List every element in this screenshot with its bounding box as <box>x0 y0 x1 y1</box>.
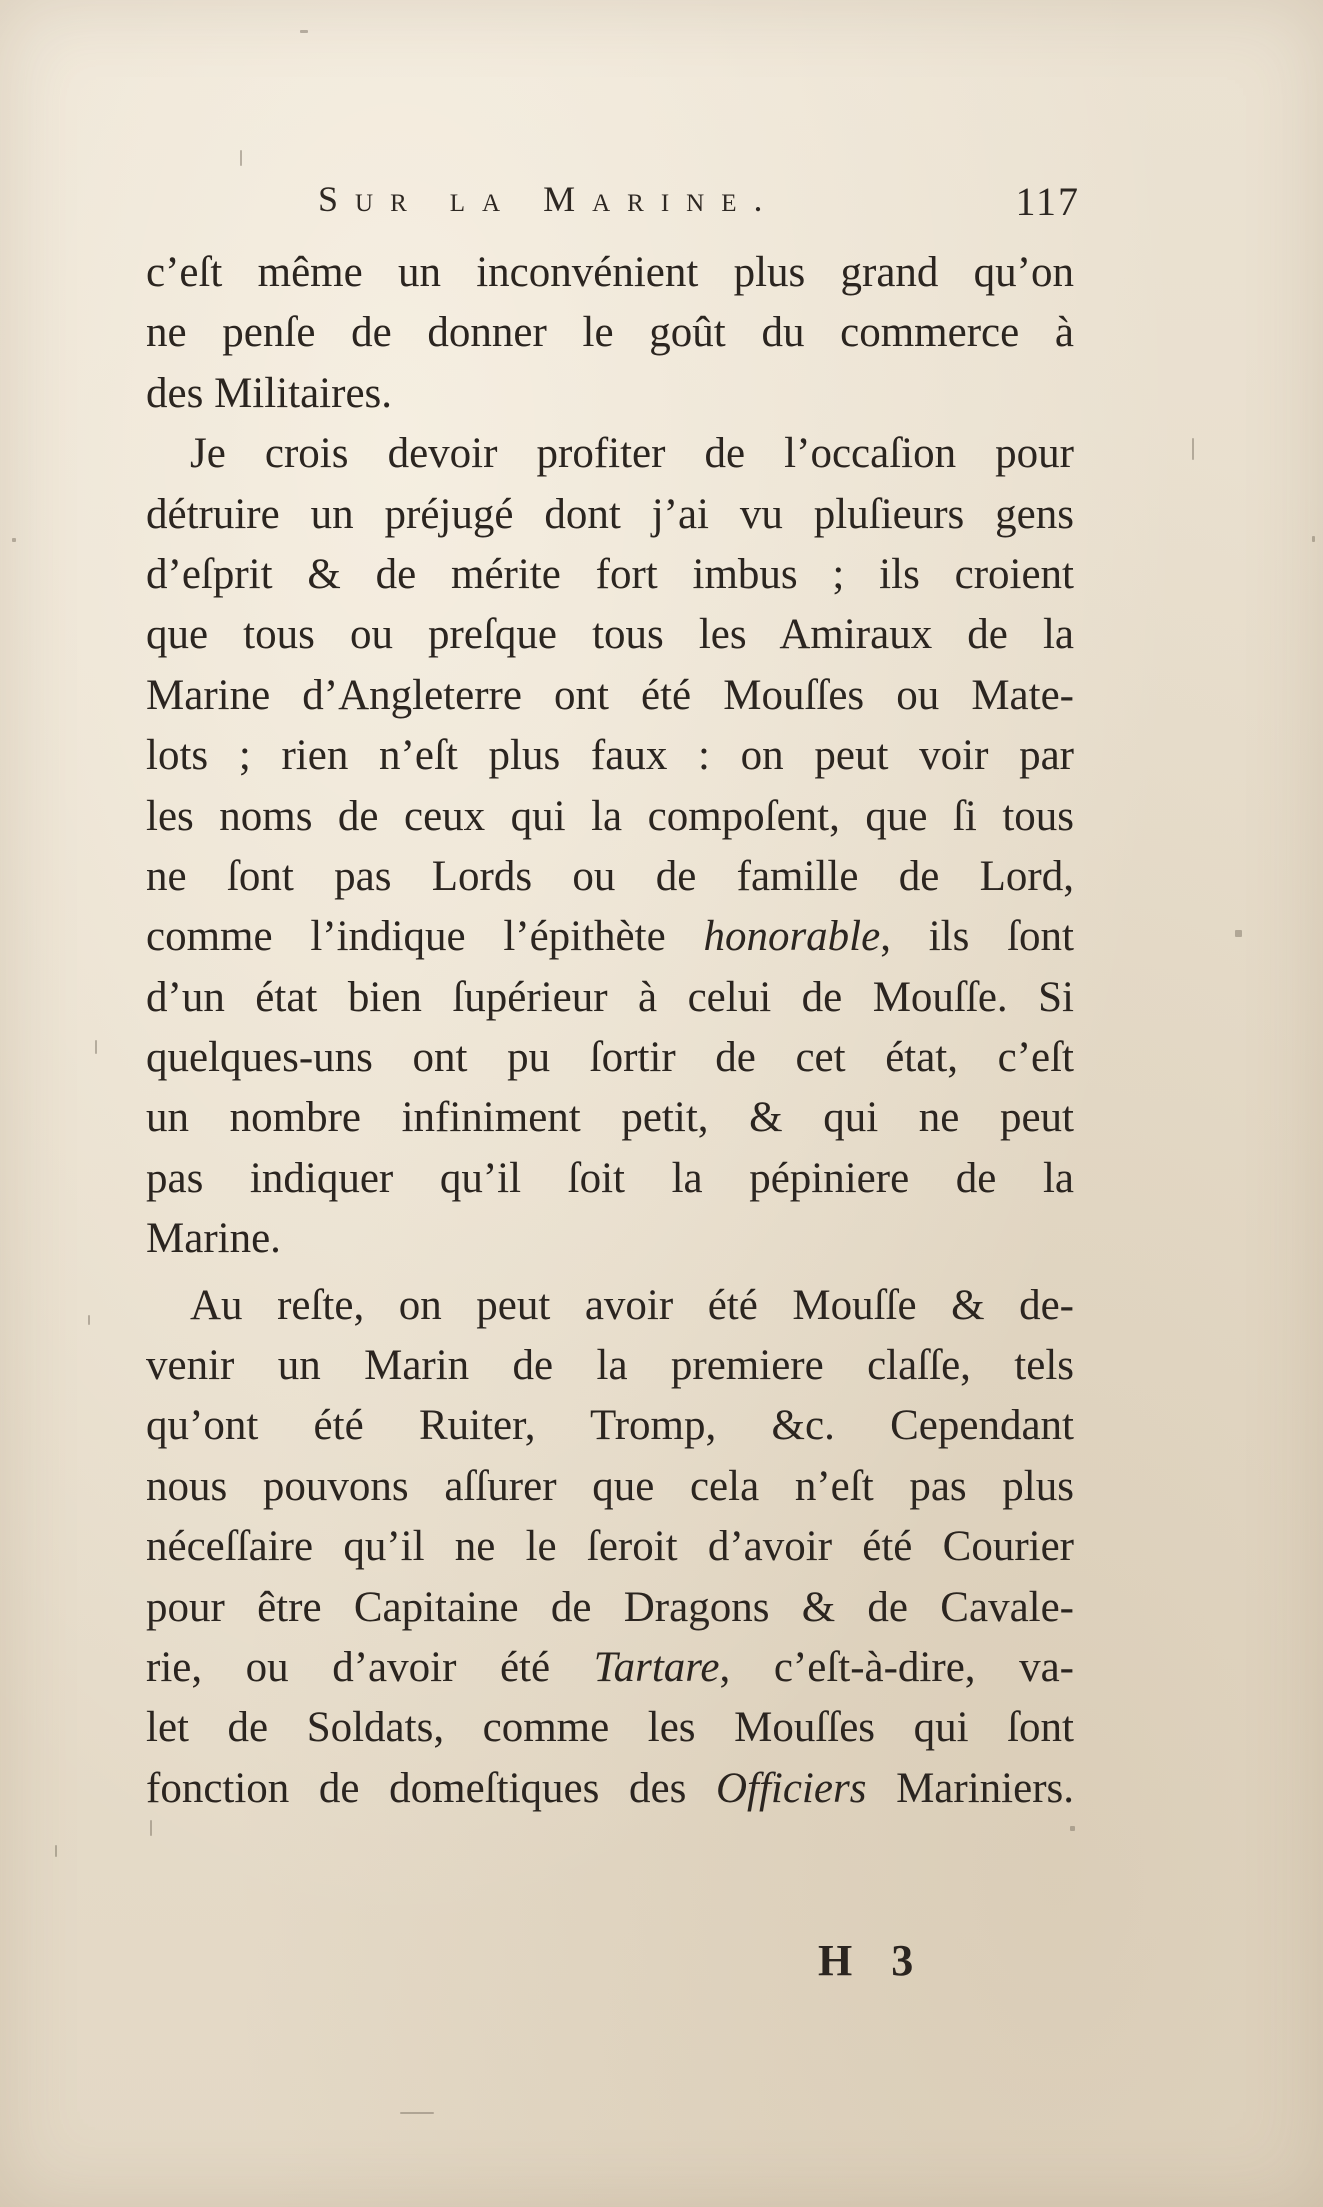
text-line: nous pouvons aſſurer que cela n’eſt pas plus <box>146 1462 1074 1510</box>
text-line <box>146 1759 1074 1819</box>
ink-speck <box>1312 536 1315 542</box>
italic-word: Tartare <box>593 1643 720 1691</box>
italic-word: Officiers <box>715 1764 867 1812</box>
ink-speck <box>88 1315 90 1325</box>
text-run: rie, ou d’avoir été <box>146 1643 551 1691</box>
text-run: comme l’indique <box>146 913 466 961</box>
ink-speck <box>400 2112 434 2114</box>
text-line: lots ; rien n’eſt plus faux : on peut voir par <box>146 732 1074 780</box>
text-line: ne penſe de donner le goût du commerce à <box>146 309 1074 357</box>
text-run: , c’eſt-à-dire, va- <box>719 1643 1074 1691</box>
text-line: un nombre infiniment petit, & qui ne peut <box>146 1094 1074 1142</box>
ink-speck <box>55 1845 57 1857</box>
text-line: des Militaires. <box>146 369 393 417</box>
page-number: 117 <box>1015 179 1080 224</box>
text-line: qu’ont été Ruiter, Tromp, &c. Cependant <box>146 1402 1074 1450</box>
ink-speck <box>240 150 242 166</box>
text-line: d’eſprit & de mérite fort imbus ; ils croient <box>146 550 1074 598</box>
text-run: fonction de domeſtiques des <box>146 1764 687 1812</box>
ink-speck <box>150 1820 152 1836</box>
text-line: let de Soldats, comme les Mouſſes qui ſont <box>146 1704 1074 1752</box>
text-line <box>146 907 1074 967</box>
text-line: néceſſaire qu’il ne le ſeroit d’avoir été Courier <box>146 1523 1074 1571</box>
signature-mark: H 3 <box>818 1936 928 1985</box>
text-line: que tous ou preſque tous les Amiraux de la <box>146 611 1074 659</box>
text-run: , ils ſont <box>880 913 1074 961</box>
text-line: ne ſont pas Lords ou de famille de Lord, <box>146 852 1074 900</box>
text-line: venir un Marin de la premiere claſſe, tels <box>146 1342 1074 1390</box>
ink-speck <box>95 1040 97 1054</box>
ink-speck <box>1235 930 1242 937</box>
text-line <box>146 1638 1074 1698</box>
text-line: c’eſt même un inconvénient plus grand qu’on <box>146 249 1074 296</box>
text-line: les noms de ceux qui la compoſent, que ſi tous <box>146 792 1074 840</box>
text-line: Je crois devoir profiter de l’occaſion pour <box>190 430 1074 478</box>
text-line: Marine d’Angleterre ont été Mouſſes ou Mate- <box>146 671 1074 719</box>
ink-speck <box>12 538 16 542</box>
text-line: Marine. <box>146 1215 281 1263</box>
ink-speck <box>1192 438 1194 460</box>
ink-speck <box>1070 1826 1075 1831</box>
text-line: détruire un préjugé dont j’ai vu pluſieurs gens <box>146 490 1074 538</box>
text-line: pas indiquer qu’il ſoit la pépiniere de la <box>146 1154 1074 1202</box>
text-run: Mariniers. <box>896 1764 1074 1812</box>
text-line: Au reſte, on peut avoir été Mouſſe & de- <box>190 1281 1074 1329</box>
body-text <box>146 243 1074 1819</box>
text-line: quelques-uns ont pu ſortir de cet état, c’eſt <box>146 1034 1074 1082</box>
text-line: pour être Capitaine de Dragons & de Cavale- <box>146 1583 1074 1631</box>
paragraph <box>146 424 1074 1269</box>
text-line: d’un état bien ſupérieur à celui de Mouſſe. Si <box>146 973 1074 1021</box>
italic-word: honorable <box>703 913 881 961</box>
text-run: l’épithète <box>503 913 666 961</box>
running-title: Sur la Marine. <box>318 179 780 219</box>
paragraph <box>146 1276 1074 1820</box>
ink-speck <box>300 30 308 33</box>
page-header <box>318 178 1080 238</box>
paragraph <box>146 243 1074 424</box>
